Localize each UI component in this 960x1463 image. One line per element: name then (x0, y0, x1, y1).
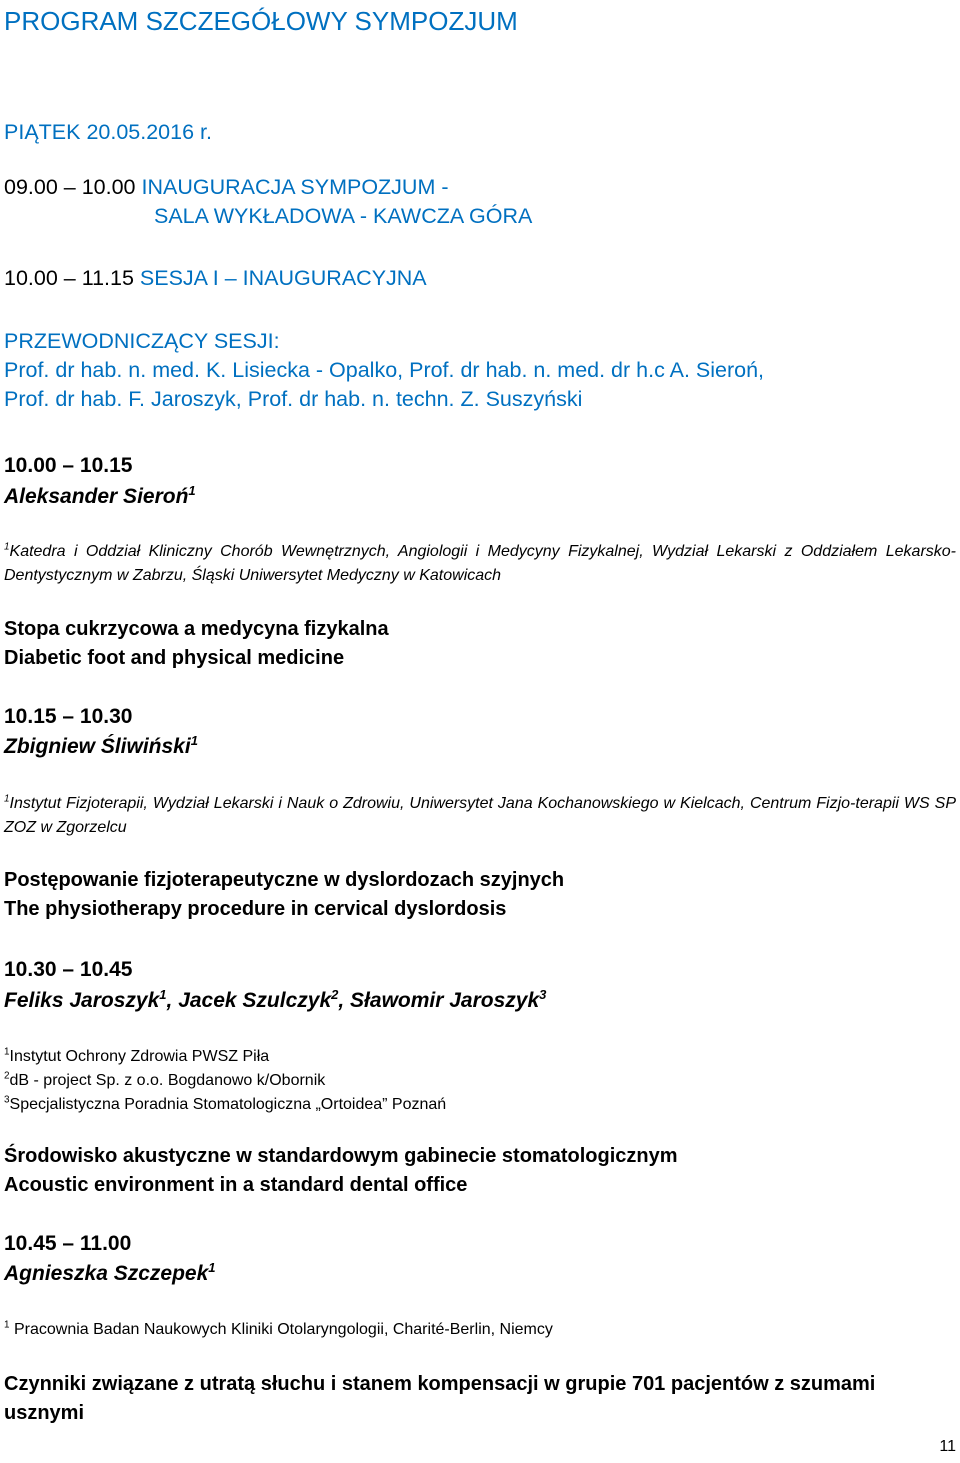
talk-author (4, 485, 196, 509)
chairs-label: PRZEWODNICZĄCY SESJI: (4, 329, 280, 353)
talk-title-pl: Czynniki związane z utratą słuchu i stanem kompensacji w grupie 701 pacjentów z szumami usznymi (4, 1373, 876, 1424)
author-sup: 3 (539, 987, 547, 1002)
talk-time: 10.45 – 11.00 (4, 1232, 132, 1255)
author-sup: 2 (331, 987, 339, 1002)
author-sup: 1 (159, 987, 167, 1002)
affiliation (4, 1069, 325, 1093)
aff-sup: 1 (4, 1046, 10, 1058)
author-name: Zbigniew Śliwiński (4, 735, 191, 758)
page-title: PROGRAM SZCZEGÓŁOWY SYMPOZJUM (4, 6, 518, 36)
talk-author (4, 1262, 216, 1286)
author-name: Aleksander Sieroń (4, 485, 189, 508)
author-sup: 1 (190, 733, 198, 748)
aff-sup: 1 (4, 793, 10, 805)
page-number: 11 (939, 1438, 956, 1455)
chairs-line-1: Prof. dr hab. n. med. K. Lisiecka - Opalko, Prof. dr hab. n. med. dr h.c A. Sieroń, (4, 358, 765, 382)
author-separator: , (338, 989, 351, 1012)
affiliation (4, 1045, 269, 1069)
opening-title: INAUGURACJA SYMPOZJUM - (141, 175, 449, 199)
author-name: Agnieszka Szczepek (4, 1262, 209, 1285)
affiliation (4, 1318, 553, 1342)
affiliation (4, 540, 956, 588)
aff-text: Katedra i Oddział Kliniczny Chorób Wewnętrznych, Angiologii i Medycyny Fizykalnej, Wydział Lekarski z Oddziałem Lekarsko-Dentystycznym w Zabrzu, Śląski Uniwersytet Medyczny w Katowicach (4, 543, 956, 584)
aff-text: Specjalistyczna Poradnia Stomatologiczna „Ortoidea” Poznań (9, 1096, 447, 1113)
aff-text: dB - project Sp. z o.o. Bogdanowo k/Obornik (9, 1072, 326, 1089)
talk-time: 10.30 – 10.45 (4, 958, 133, 981)
author-name: Feliks Jaroszyk (4, 989, 160, 1012)
author-sup: 1 (208, 1260, 216, 1275)
chairs-line-2: Prof. dr hab. F. Jaroszyk, Prof. dr hab. n. techn. Z. Suszyński (4, 387, 583, 411)
talk-author (4, 735, 198, 759)
session-time: 10.00 – 11.15 (4, 266, 134, 290)
aff-sup: 1 (4, 541, 10, 553)
talk-authors (4, 989, 546, 1013)
aff-text: Instytut Fizjoterapii, Wydział Lekarski i Nauk o Zdrowiu, Uniwersytet Jana Kochanowskiego w Kielcach, Centrum Fizjo-terapii WS SP ZOZ w Zgorzelcu (4, 795, 956, 836)
author-name: Jacek Szulczyk (178, 989, 332, 1012)
talk-time: 10.15 – 10.30 (4, 705, 133, 728)
talk-title-pl: Stopa cukrzycowa a medycyna fizykalna (4, 618, 389, 640)
opening-line (4, 175, 449, 200)
talk-title-pl: Środowisko akustyczne w standardowym gabinecie stomatologicznym (4, 1145, 678, 1167)
day-heading: PIĄTEK 20.05.2016 r. (4, 120, 212, 144)
talk-title-en: The physiotherapy procedure in cervical dyslordosis (4, 898, 507, 920)
affiliation (4, 1093, 446, 1117)
author-name: Sławomir Jaroszyk (350, 989, 540, 1012)
opening-time: 09.00 – 10.00 (4, 175, 136, 199)
affiliation (4, 792, 956, 840)
session-title: SESJA I – INAUGURACYJNA (139, 266, 427, 290)
opening-venue: SALA WYKŁADOWA - KAWCZA GÓRA (154, 204, 533, 228)
talk-title-pl: Postępowanie fizjoterapeutyczne w dyslordozach szyjnych (4, 869, 565, 891)
talk-title-en: Acoustic environment in a standard dental office (4, 1174, 468, 1196)
aff-text: Instytut Ochrony Zdrowia PWSZ Piła (9, 1048, 270, 1065)
aff-sup: 2 (4, 1070, 10, 1082)
aff-sup: 3 (4, 1094, 10, 1106)
talk-time: 10.00 – 10.15 (4, 454, 133, 477)
author-sup: 1 (188, 483, 196, 498)
aff-sup: 1 (4, 1319, 10, 1331)
talk-title-en: Diabetic foot and physical medicine (4, 647, 345, 669)
session-line (4, 266, 427, 291)
author-separator: , (166, 989, 179, 1012)
aff-text: Pracownia Badan Naukowych Kliniki Otolaryngologii, Charité-Berlin, Niemcy (13, 1321, 553, 1338)
